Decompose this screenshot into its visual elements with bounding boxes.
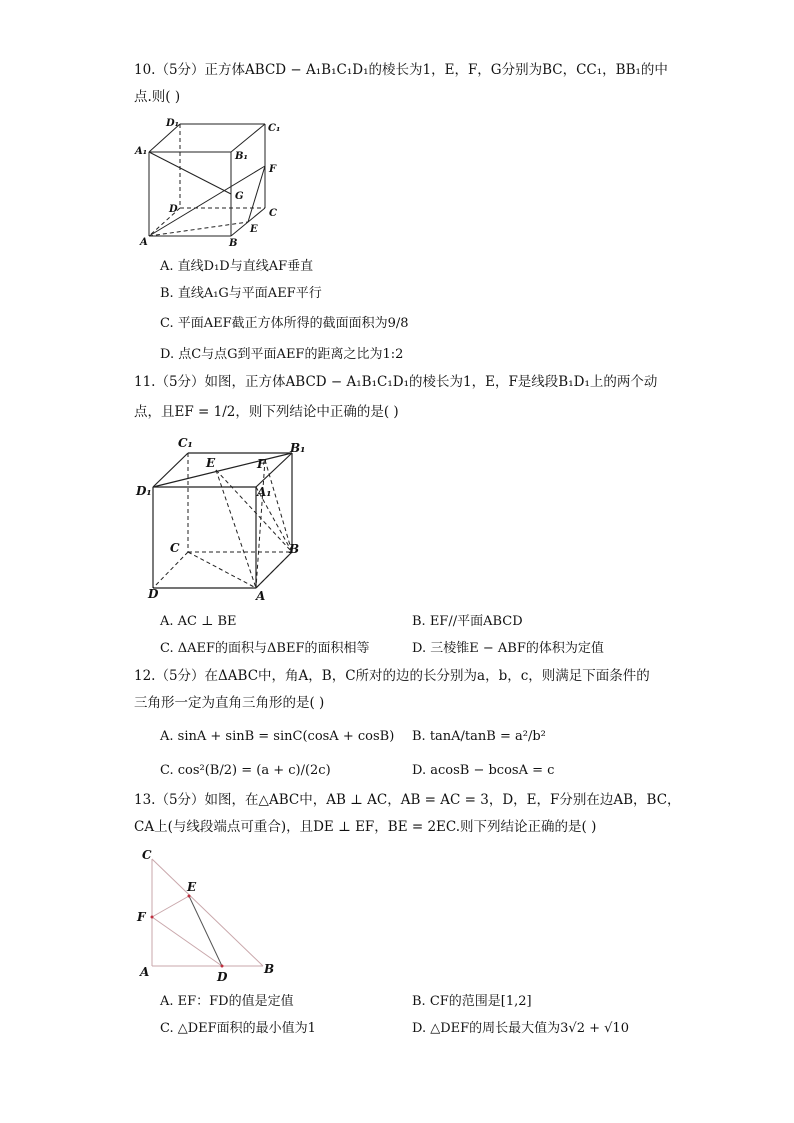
q11-option-a[interactable]: A. AC ⊥ BE — [160, 614, 237, 629]
label-C: C — [269, 208, 277, 219]
q11-stem-line2: 点，且EF = 1/2，则下列结论中正确的是( ) — [134, 404, 399, 420]
q11-cube-figure — [132, 432, 307, 607]
q11-option-d[interactable]: D. 三棱锥E − ABF的体积为定值 — [412, 641, 604, 656]
q13-triangle-figure — [132, 845, 282, 985]
label-D: D — [217, 970, 228, 984]
q12-option-a[interactable]: A. sinA + sinB = sinC(cosA + cosB) — [160, 729, 395, 744]
q10-option-b[interactable]: B. 直线A₁G与平面AEF平行 — [160, 286, 322, 301]
label-A: A — [140, 965, 150, 979]
q10-option-a[interactable]: A. 直线D₁D与直线AF垂直 — [160, 259, 314, 274]
label-F: F — [269, 164, 277, 175]
label-C1: C₁ — [268, 123, 281, 134]
label-C: C — [142, 848, 152, 862]
q11-option-b[interactable]: B. EF//平面ABCD — [412, 614, 523, 629]
label-A1: A₁ — [257, 485, 272, 499]
q12-stem-line1: 12.（5分）在ΔABC中，角A，B，C所对的边的长分别为a，b，c，则满足下面条件的 — [134, 668, 650, 684]
label-B1: B₁ — [235, 151, 248, 162]
label-D: D — [169, 204, 178, 215]
label-E: E — [250, 224, 258, 235]
label-C1: C₁ — [178, 436, 193, 450]
label-F: F — [257, 457, 266, 471]
q10-stem-line2: 点.则( ) — [134, 89, 181, 105]
q12-option-c[interactable]: C. cos²(B/2) = (a + c)/(2c) — [160, 763, 331, 778]
q10-stem-line1: 10.（5分）正方体ABCD − A₁B₁C₁D₁的棱长为1，E，F，G分别为BC，CC₁，BB₁的中 — [134, 62, 668, 78]
q13-option-b[interactable]: B. CF的范围是[1,2] — [412, 994, 532, 1009]
label-F: F — [137, 910, 146, 924]
q10-option-d[interactable]: D. 点C与点G到平面AEF的距离之比为1:2 — [160, 347, 404, 362]
label-G: G — [235, 191, 244, 202]
label-A: A — [256, 589, 266, 603]
q11-stem-line1: 11.（5分）如图，正方体ABCD − A₁B₁C₁D₁的棱长为1，E，F是线段B₁D₁上的两个动 — [134, 374, 658, 390]
label-D: D — [148, 587, 159, 601]
q12-option-d[interactable]: D. acosB − bcosA = c — [412, 763, 555, 778]
label-D1: D₁ — [136, 484, 152, 498]
q13-option-c[interactable]: C. △DEF面积的最小值为1 — [160, 1021, 316, 1036]
q11-option-c[interactable]: C. ΔAEF的面积与ΔBEF的面积相等 — [160, 641, 370, 656]
label-B1: B₁ — [290, 441, 306, 455]
q13-stem-line1: 13.（5分）如图，在△ABC中，AB ⊥ AC，AB = AC = 3，D，E，F分别在边AB，BC， — [134, 792, 681, 808]
label-E: E — [187, 880, 197, 894]
label-B: B — [289, 542, 300, 556]
label-A: A — [140, 237, 148, 248]
q12-stem-line2: 三角形一定为直角三角形的是( ) — [134, 695, 325, 711]
label-B: B — [229, 238, 238, 249]
q10-option-c[interactable]: C. 平面AEF截正方体所得的截面面积为9/8 — [160, 316, 409, 331]
label-B: B — [264, 962, 275, 976]
q10-cube-figure — [128, 112, 298, 252]
label-E: E — [206, 456, 216, 470]
label-A1: A₁ — [135, 146, 148, 157]
label-D1: D₁ — [166, 118, 180, 129]
label-C: C — [170, 541, 180, 555]
q13-option-a[interactable]: A. EF：FD的值是定值 — [160, 994, 294, 1009]
q12-option-b[interactable]: B. tanA/tanB = a²/b² — [412, 729, 546, 744]
q13-option-d[interactable]: D. △DEF的周长最大值为3√2 + √10 — [412, 1021, 629, 1036]
q13-stem-line2: CA上(与线段端点可重合)，且DE ⊥ EF，BE = 2EC.则下列结论正确的是( ) — [134, 819, 597, 835]
